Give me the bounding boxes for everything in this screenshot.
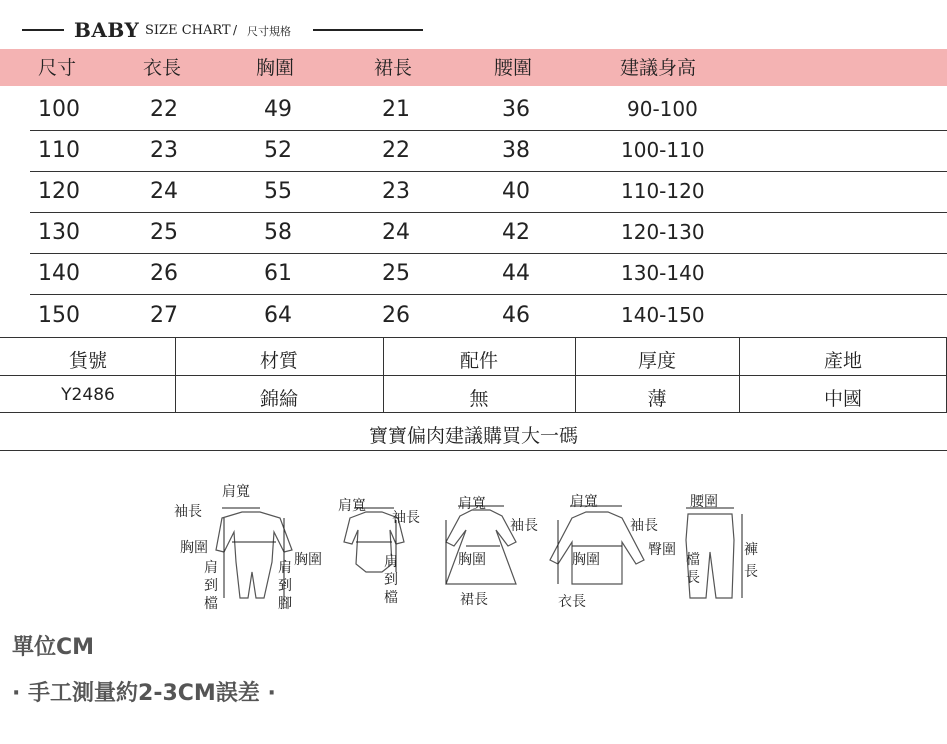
table-cell: 46 bbox=[502, 303, 530, 328]
header-line-right bbox=[313, 29, 423, 31]
table-cell: 49 bbox=[264, 97, 292, 122]
table-cell: 61 bbox=[264, 261, 292, 286]
dress-label: 袖長 bbox=[510, 518, 538, 534]
romper-label: 到 bbox=[278, 578, 292, 594]
info-value-origin: 中國 bbox=[823, 388, 862, 410]
table-cell: 38 bbox=[502, 138, 530, 163]
info-row-divider bbox=[0, 375, 947, 376]
bodysuit-label: 到 bbox=[384, 572, 398, 588]
size-chart-header bbox=[0, 16, 947, 44]
table-cell: 64 bbox=[264, 303, 292, 328]
info-header-accessories: 配件 bbox=[459, 350, 498, 372]
table-cell: 44 bbox=[502, 261, 530, 286]
bodysuit-label: 胸圍 bbox=[294, 552, 322, 568]
info-col-divider bbox=[739, 338, 740, 412]
table-cell: 130 bbox=[38, 220, 80, 245]
table-cell: 24 bbox=[150, 179, 178, 204]
header-slash: / bbox=[233, 23, 238, 37]
romper-label: 肩寬 bbox=[222, 484, 250, 500]
table-cell: 100-110 bbox=[621, 138, 705, 162]
info-header-item-no: 貨號 bbox=[68, 350, 107, 372]
table-cell: 22 bbox=[382, 138, 410, 163]
table-cell: 42 bbox=[502, 220, 530, 245]
table-cell: 23 bbox=[382, 179, 410, 204]
table-cell: 23 bbox=[150, 138, 178, 163]
table-cell: 27 bbox=[150, 303, 178, 328]
brand-title: BABY bbox=[74, 18, 140, 42]
table-cell: 140 bbox=[38, 261, 80, 286]
info-col-divider bbox=[175, 338, 176, 412]
table-cell: 26 bbox=[150, 261, 178, 286]
dress-label: 胸圍 bbox=[458, 552, 486, 568]
table-cell: 21 bbox=[382, 97, 410, 122]
table-row bbox=[0, 295, 947, 337]
table-cell: 24 bbox=[382, 220, 410, 245]
bodysuit-label: 檔 bbox=[384, 590, 398, 606]
dress-label: 裙長 bbox=[460, 592, 488, 608]
table-row bbox=[0, 212, 947, 254]
table-cell: 100 bbox=[38, 97, 80, 122]
top-label: 袖長 bbox=[630, 518, 658, 534]
romper-label: 肩 bbox=[278, 560, 292, 576]
measurement-disclaimer: · 手工測量約2-3CM誤差 · bbox=[12, 681, 276, 706]
column-header: 尺寸 bbox=[38, 57, 77, 79]
table-cell: 90-100 bbox=[627, 97, 698, 121]
pants-label: 長 bbox=[686, 570, 700, 586]
measurement-diagrams bbox=[160, 480, 800, 620]
unit-label: 單位CM bbox=[12, 635, 95, 660]
column-header: 腰圍 bbox=[494, 57, 533, 79]
header-subtitle: SIZE CHART bbox=[145, 23, 231, 38]
pants-label: 腰圍 bbox=[690, 494, 718, 510]
pants-label: 長 bbox=[744, 564, 758, 580]
info-value-item-no: Y2486 bbox=[61, 385, 115, 405]
romper-label: 胸圍 bbox=[180, 540, 208, 556]
sizing-note: 寶寶偏肉建議購買大一碼 bbox=[0, 413, 947, 451]
info-col-divider bbox=[575, 338, 576, 412]
column-header: 衣長 bbox=[143, 57, 182, 79]
info-value-material: 錦綸 bbox=[259, 388, 298, 410]
table-cell: 110-120 bbox=[621, 179, 705, 203]
column-header: 胸圍 bbox=[256, 57, 295, 79]
table-cell: 58 bbox=[264, 220, 292, 245]
table-cell: 140-150 bbox=[621, 303, 705, 327]
dress-label: 肩寬 bbox=[458, 496, 486, 512]
table-cell: 110 bbox=[38, 138, 80, 163]
table-row bbox=[0, 89, 947, 131]
romper-label: 檔 bbox=[204, 596, 218, 612]
garment-diagram-svg bbox=[160, 480, 800, 620]
romper-label: 袖長 bbox=[174, 504, 202, 520]
product-info-table bbox=[0, 337, 947, 413]
top-label: 肩寬 bbox=[570, 494, 598, 510]
pants-label: 檔 bbox=[686, 552, 700, 568]
pants-label: 臀圍 bbox=[648, 542, 676, 558]
info-value-accessories: 無 bbox=[469, 388, 489, 410]
info-header-material: 材質 bbox=[259, 350, 298, 372]
table-cell: 130-140 bbox=[621, 261, 705, 285]
romper-label: 到 bbox=[204, 578, 218, 594]
top-label: 胸圍 bbox=[572, 552, 600, 568]
size-table-header bbox=[0, 49, 947, 86]
table-cell: 40 bbox=[502, 179, 530, 204]
info-header-origin: 產地 bbox=[823, 350, 862, 372]
table-cell: 55 bbox=[264, 179, 292, 204]
column-header: 裙長 bbox=[374, 57, 413, 79]
header-line-left bbox=[22, 29, 64, 31]
table-cell: 120 bbox=[38, 179, 80, 204]
bodysuit-label: 肩寬 bbox=[338, 498, 366, 514]
table-cell: 25 bbox=[382, 261, 410, 286]
bodysuit-label: 袖長 bbox=[392, 510, 420, 526]
bodysuit-label: 肩 bbox=[384, 554, 398, 570]
pants-label: 褲 bbox=[744, 542, 758, 558]
top-label: 衣長 bbox=[558, 594, 586, 610]
info-header-thickness: 厚度 bbox=[637, 350, 676, 372]
dress-outline-icon bbox=[446, 510, 516, 584]
info-col-divider bbox=[383, 338, 384, 412]
table-cell: 120-130 bbox=[621, 220, 705, 244]
column-header: 建議身高 bbox=[620, 57, 697, 79]
table-row bbox=[0, 130, 947, 172]
header-subtitle-cn: 尺寸規格 bbox=[247, 25, 291, 38]
table-cell: 26 bbox=[382, 303, 410, 328]
table-cell: 22 bbox=[150, 97, 178, 122]
info-value-thickness: 薄 bbox=[647, 388, 667, 410]
table-cell: 150 bbox=[38, 303, 80, 328]
table-row bbox=[0, 253, 947, 295]
table-cell: 25 bbox=[150, 220, 178, 245]
table-cell: 36 bbox=[502, 97, 530, 122]
romper-label: 腳 bbox=[278, 596, 292, 612]
table-cell: 52 bbox=[264, 138, 292, 163]
table-row bbox=[0, 171, 947, 213]
romper-label: 肩 bbox=[204, 560, 218, 576]
